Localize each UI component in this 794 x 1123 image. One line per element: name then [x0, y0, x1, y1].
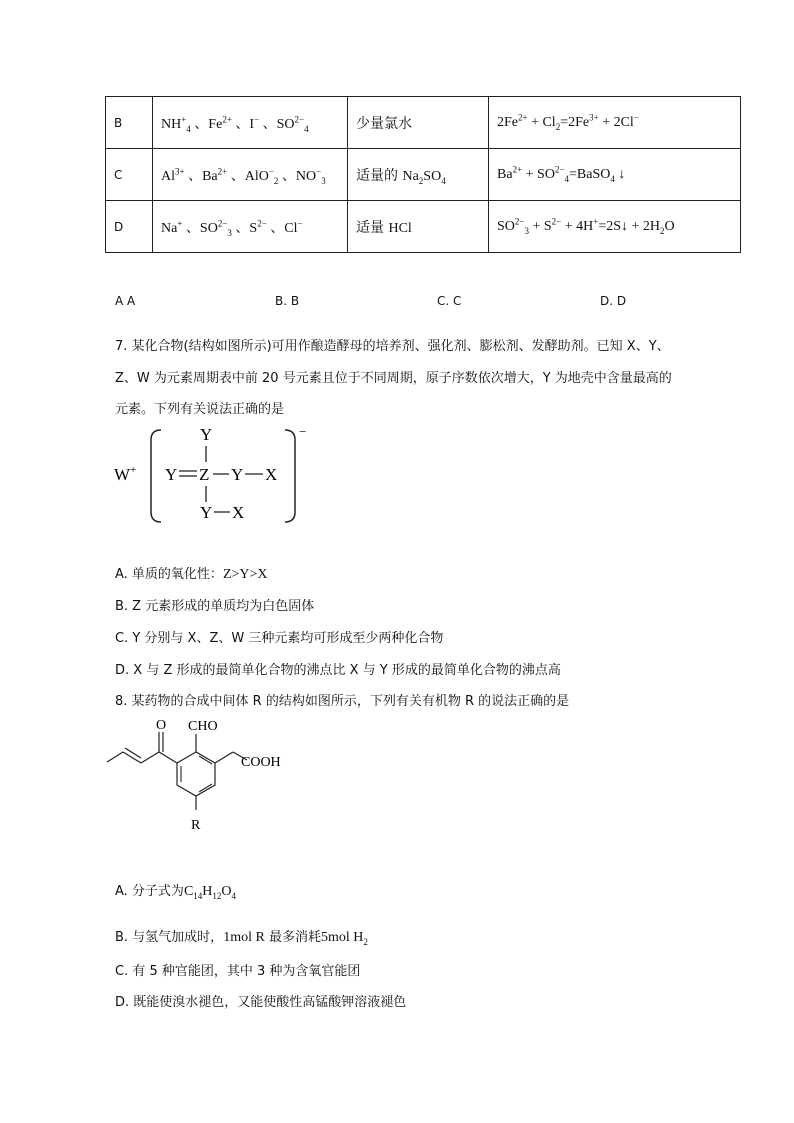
q8-option-c[interactable]: C. 有 5 种官能团，其中 3 种为含氧官能团: [115, 964, 361, 979]
double-bond: [125, 748, 141, 758]
bond: [159, 752, 177, 763]
q8-option-d[interactable]: D. 既能使溴水褪色，又能使酸性高锰酸钾溶液褪色: [115, 995, 407, 1010]
q6-option-a[interactable]: A A: [115, 294, 136, 308]
ion-list: Na+ 、$SO^{2-}_3$ 、$S^{2-}$ 、Cl−: [153, 201, 348, 253]
cho-group: CHO: [188, 719, 218, 734]
reagent-prefix: 适量: [356, 219, 384, 236]
q7-option-a-value: Z>Y>X: [222, 567, 268, 582]
cation-w: W+: [114, 464, 137, 484]
atom-z: Z: [199, 465, 210, 484]
reagent: [348, 201, 489, 253]
left-bracket: [151, 430, 161, 522]
atom-y-right: Y: [231, 465, 244, 484]
q7-stem-line3: 元素。下列有关说法正确的是: [115, 402, 285, 417]
compound-name-r: R: [191, 818, 201, 833]
reagent: 少量氯水: [348, 97, 489, 149]
q8-option-a[interactable]: A. 分子式为$C_{14}H_{12}O_4$: [115, 884, 237, 901]
atom-y-left: Y: [165, 465, 178, 484]
row-label: B: [106, 97, 153, 149]
q7-option-c[interactable]: C. Y 分别与 X、Z、W 三种元素均可形成至少两种化合物: [115, 631, 444, 646]
q7-stem-line1: 7. 某化合物(结构如图所示)可用作酿造酵母的培养剂、强化剂、膨松剂、发酵助剂。已知 X、Y、: [115, 339, 670, 354]
anion-charge: −: [299, 424, 307, 439]
ion-table: [105, 96, 741, 253]
q7-option-b[interactable]: B. Z 元素形成的单质均为白色固体: [115, 599, 315, 614]
q8-structure-diagram: [105, 710, 305, 835]
q6-option-c[interactable]: C. C: [437, 294, 462, 308]
table-row: [106, 97, 741, 149]
right-bracket: [285, 430, 295, 522]
atom-x-right: X: [265, 465, 278, 484]
atom-x-bottom: X: [232, 503, 245, 522]
q7-structure-diagram: [105, 420, 325, 532]
molecular-formula: $C_{14}H_{12}O_4$: [183, 884, 237, 901]
bond: [215, 752, 233, 763]
amount-h2: 5mol $H_2$: [320, 930, 368, 947]
table-row: [106, 149, 741, 201]
ion-list: $Al^{3+}$ 、$Ba^{2+}$ 、AlO−$_2$ 、$NO^-_3$: [153, 149, 348, 201]
carbonyl-oxygen: O: [156, 718, 167, 733]
reagent-formula: HCl: [388, 220, 412, 236]
bond: [107, 752, 123, 762]
atom-y-bottom: Y: [200, 503, 213, 522]
atom-y-top: Y: [200, 425, 213, 444]
bond: [141, 752, 159, 763]
row-label: D: [106, 201, 153, 253]
reagent-formula: $Na_2SO_4$: [402, 168, 446, 186]
q8-stem: 8. 某药物的合成中间体 R 的结构如图所示，下列有关有机物 R 的说法正确的是: [115, 694, 570, 709]
reagent-prefix: 适量的: [356, 167, 398, 184]
row-label: C: [106, 149, 153, 201]
table-row: [106, 201, 741, 253]
q7-option-a[interactable]: A. 单质的氧化性：Z>Y>X: [115, 567, 268, 582]
q6-option-d[interactable]: D. D: [600, 294, 627, 308]
ionic-equation: $2Fe^{2+} + Cl_2=2Fe^{3+} + 2Cl^-$: [489, 97, 741, 149]
q6-option-b[interactable]: B. B: [275, 294, 300, 308]
q7-option-d[interactable]: D. X 与 Z 形成的最简单化合物的沸点比 X 与 Y 形成的最简单化合物的沸点高: [115, 663, 561, 678]
benzene-ring: [177, 752, 215, 796]
amount-r: 1mol R: [223, 930, 265, 945]
ionic-equation: $Ba^{2+}$ + $SO^{2-}_4=BaSO_4$ ↓: [489, 149, 741, 201]
cooh-group: COOH: [241, 755, 281, 770]
q8-option-b[interactable]: B. 与氢气加成时，1mol R 最多消耗5mol $H_2$: [115, 930, 368, 947]
reagent: [348, 149, 489, 201]
ion-list: $NH^+_4$ 、$Fe^{2+}$ 、I− 、$SO^{2-}_4$: [153, 97, 348, 149]
double-bond: [123, 752, 141, 763]
ionic-equation: $SO^{2-}_3 + S^{2-}$ + 4H+=2S↓ + $2H_2O$: [489, 201, 741, 253]
q7-stem-line2: Z、W 为元素周期表中前 20 号元素且位于不同周期，原子序数依次增大，Y 为地壳中含量最高的: [115, 371, 672, 386]
